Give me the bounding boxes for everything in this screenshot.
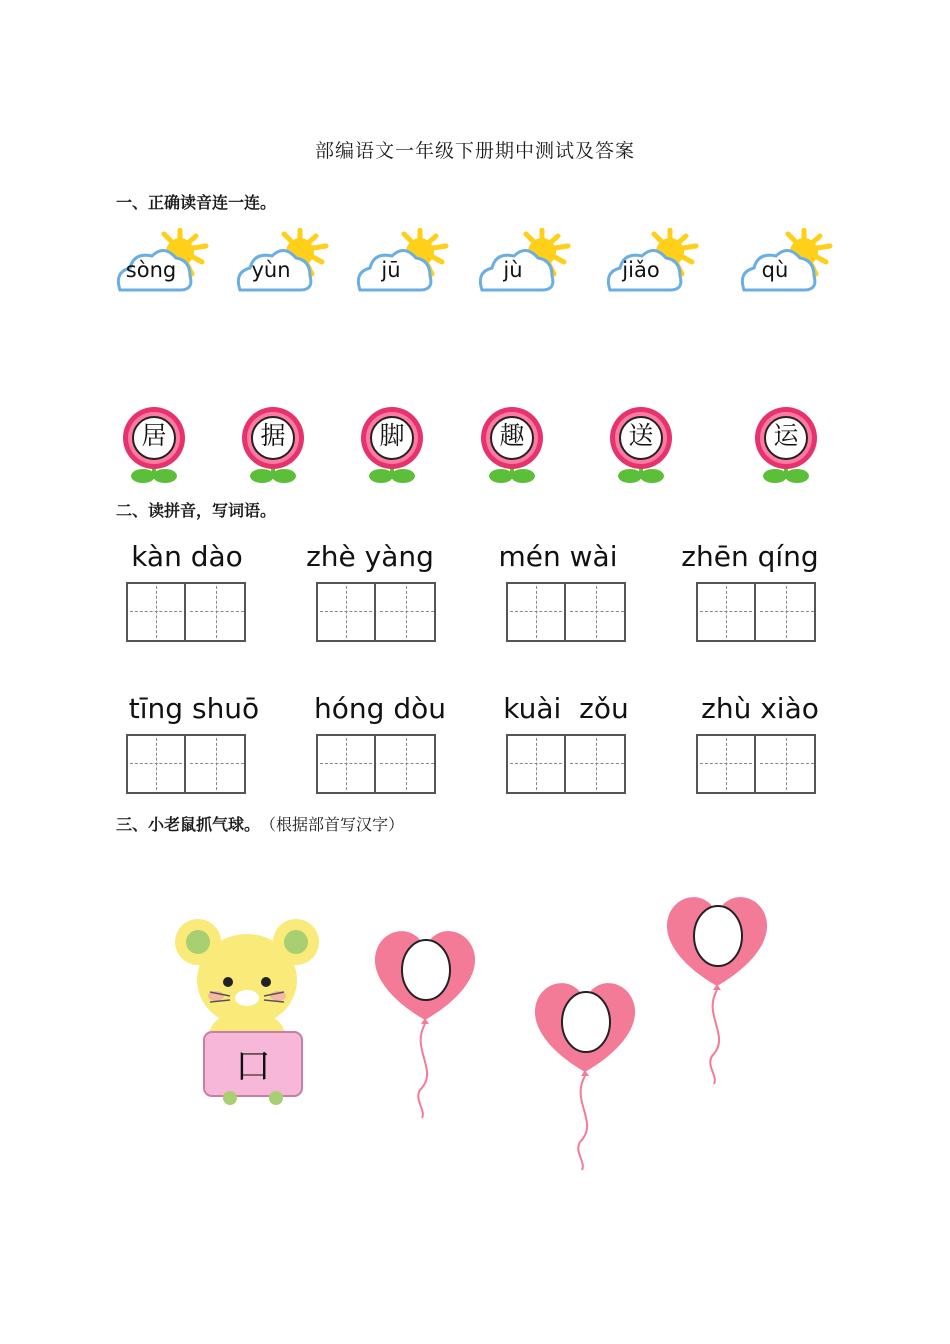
writing-cell[interactable] (188, 584, 246, 640)
writing-grid[interactable] (696, 582, 816, 642)
writing-cell[interactable] (318, 584, 376, 640)
cloud-pinyin: jù (503, 258, 523, 282)
writing-cell[interactable] (378, 584, 436, 640)
writing-cell[interactable] (318, 736, 376, 792)
flower-item[interactable] (479, 406, 545, 488)
section-three-note: （根据部首写汉字） (268, 815, 405, 834)
cloud-pinyin: yùn (251, 258, 291, 282)
word-item (492, 540, 672, 650)
word-pinyin: hóng dòu (314, 692, 446, 725)
balloon[interactable] (662, 886, 772, 1086)
writing-cell[interactable] (568, 736, 626, 792)
writing-cell[interactable] (758, 584, 816, 640)
flower-character: 脚 (379, 421, 405, 450)
word-pinyin: tīng shuō (128, 692, 260, 725)
cloud-item[interactable] (114, 228, 214, 300)
writing-grid[interactable] (316, 582, 436, 642)
writing-grid[interactable] (506, 582, 626, 642)
word-item (682, 540, 862, 650)
writing-cell[interactable] (378, 736, 436, 792)
word-item (302, 692, 482, 802)
word-item (112, 540, 292, 650)
flower-character: 送 (628, 421, 654, 450)
writing-cell[interactable] (188, 736, 246, 792)
cloud-item[interactable] (354, 228, 454, 300)
word-pinyin: zhù xiào (701, 692, 819, 725)
writing-cell[interactable] (758, 736, 816, 792)
cloud-pinyin: sòng (125, 258, 177, 282)
word-pinyin: kàn dào (131, 540, 243, 573)
flower-item[interactable] (608, 406, 674, 488)
writing-cell[interactable] (508, 584, 566, 640)
section-three-heading (116, 812, 404, 835)
cloud-item[interactable] (738, 228, 838, 300)
writing-grid[interactable] (696, 734, 816, 794)
writing-cell[interactable] (508, 736, 566, 792)
radical-label: 口 (234, 1046, 271, 1087)
writing-grid[interactable] (316, 734, 436, 794)
writing-grid[interactable] (506, 734, 626, 794)
flower-item[interactable] (753, 406, 819, 488)
balloon[interactable] (530, 972, 640, 1172)
flower-character: 据 (260, 421, 286, 450)
word-pinyin: kuài zǒu (503, 692, 629, 725)
mouse-illustration (172, 918, 322, 1108)
word-item (682, 692, 862, 802)
cloud-item[interactable] (604, 228, 704, 300)
word-item (302, 540, 482, 650)
flower-character: 运 (773, 421, 799, 450)
word-pinyin: zhè yàng (306, 540, 434, 573)
flower-item[interactable] (359, 406, 425, 488)
cloud-item[interactable] (476, 228, 576, 300)
section-one-heading: 一、正确读音连一连。 (116, 193, 277, 212)
writing-cell[interactable] (568, 584, 626, 640)
word-pinyin: zhēn qíng (681, 540, 819, 573)
word-item (112, 692, 292, 802)
cloud-pinyin: jū (381, 258, 401, 282)
heart-balloon-icon (662, 886, 772, 1086)
cloud-pinyin: jiǎo (622, 258, 660, 282)
flower-item[interactable] (121, 406, 187, 488)
page-title: 部编语文一年级下册期中测试及答案 (314, 140, 635, 162)
word-item (492, 692, 672, 802)
cloud-pinyin: qù (761, 258, 789, 282)
writing-grid[interactable] (126, 734, 246, 794)
section-two-heading: 二、读拼音，写词语。 (116, 501, 277, 520)
section-three-title: 三、小老鼠抓气球。 (116, 815, 261, 834)
writing-grid[interactable] (126, 582, 246, 642)
heart-balloon-icon (370, 920, 480, 1120)
flower-item[interactable] (240, 406, 306, 488)
writing-cell[interactable] (698, 584, 756, 640)
heart-balloon-icon (530, 972, 640, 1172)
flower-character: 趣 (499, 421, 525, 450)
flower-character: 居 (141, 421, 167, 450)
cloud-item[interactable] (234, 228, 334, 300)
writing-cell[interactable] (128, 584, 186, 640)
writing-cell[interactable] (698, 736, 756, 792)
word-pinyin: mén wài (498, 540, 618, 573)
balloon[interactable] (370, 920, 480, 1120)
writing-cell[interactable] (128, 736, 186, 792)
